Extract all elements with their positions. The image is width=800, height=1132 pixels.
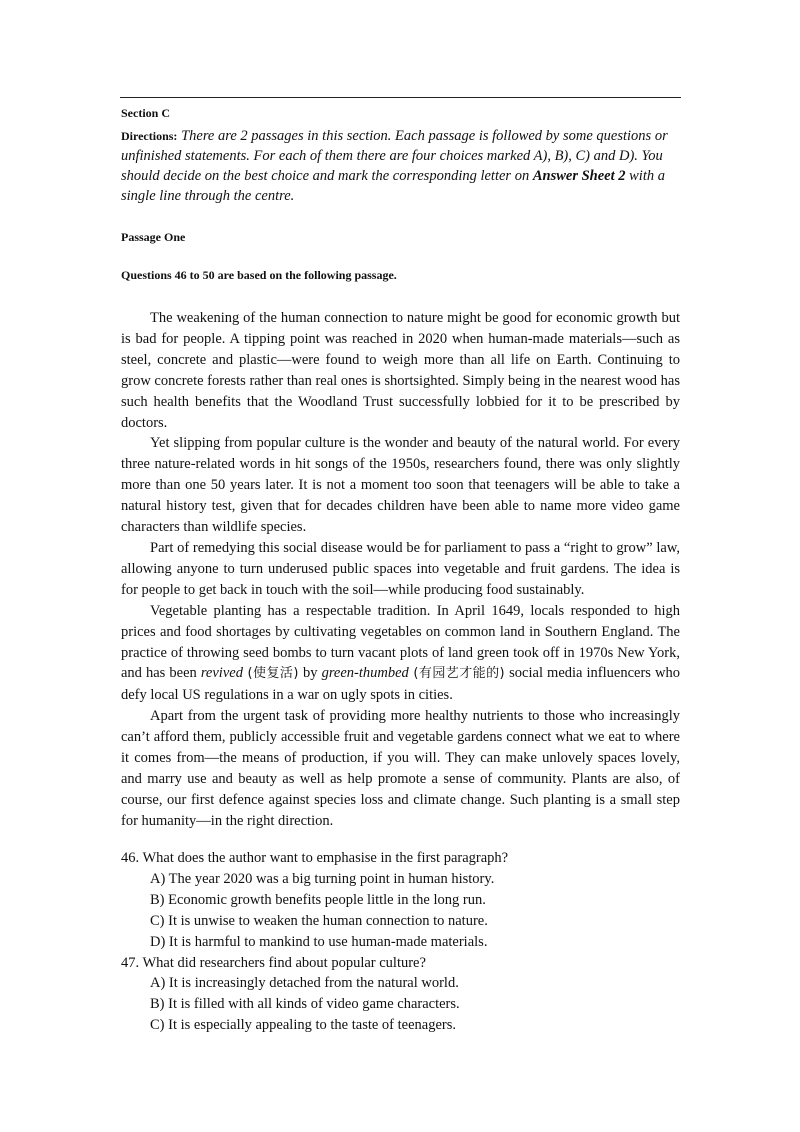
passage-body	[121, 308, 680, 832]
question-46: 46. What does the author want to emphasise in the first paragraph?	[121, 850, 509, 866]
paragraph-4-text-b: social media influencers who defy local US regulations in a war on ugly spots in cities.	[121, 665, 680, 704]
question-47: 47. What did researchers find about popular culture?	[121, 954, 426, 971]
green-thumbed-word: green-thumbed	[321, 665, 409, 682]
answer-sheet-label: Answer Sheet 2	[532, 168, 626, 184]
directions-text-end: with a single line through the centre.	[121, 168, 665, 204]
paragraph-5: Apart from the urgent task of providing more healthy nutrients to those who increasingly can’t afford them, publicly accessible fruit and vegetable gardens connect what we eat to where it comes from—the means of production, if you will. They can make unlovely spaces lovely, and marry use and beauty as well as help promote a sense of community. Plants are also, of course, our first defence against species loss and climate change. Such planting is a small step for humanity—in the right direction.	[121, 708, 680, 829]
directions	[121, 126, 680, 206]
paragraph-1: The weakening of the human connection to nature might be good for economic growth but is bad for people. A tipping point was reached in 2020 when human-made materials—such as steel, concrete and plastic—were found to weigh more than all life on Earth. Continuing to grow concrete forests rather than real ones is shortsighted. Simply being in the nearest wood has such health benefits that the Woodland Trust successfully lobbied for it to be prescribed by doctors.	[121, 310, 680, 431]
passage-title: Passage One	[121, 230, 186, 244]
option-46-d[interactable]: D) It is harmful to mankind to use human-made materials.	[150, 933, 488, 950]
paragraph-4-by: by	[303, 665, 322, 682]
option-47-b[interactable]: B) It is filled with all kinds of video game characters.	[150, 996, 460, 1013]
question-list	[121, 848, 508, 1036]
revived-word: revived	[200, 665, 243, 682]
option-46-b[interactable]: B) Economic growth benefits people little in the long run.	[150, 891, 486, 908]
paragraph-3: Part of remedying this social disease would be for parliament to pass a “right to grow” law, allowing anyone to turn underused public spaces into vegetable and fruit gardens. The idea is for people to get back in touch with the soil—while producing food sustainably.	[121, 539, 680, 598]
questions-note: Questions 46 to 50 are based on the following passage.	[121, 268, 397, 282]
section-title: Section C	[121, 106, 170, 120]
option-47-a[interactable]: A) It is increasingly detached from the natural world.	[150, 975, 459, 992]
gloss-revived: (使复活)	[242, 666, 303, 682]
paragraph-2: Yet slipping from popular culture is the wonder and beauty of the natural world. For every three nature-related words in hit songs of the 1950s, researchers found, there was only slightly more than one 50 years later. It is not a moment too soon that teenagers will be able to take a natural history test, given that for decades children have been able to name more video game characters than wildlife species.	[121, 435, 680, 536]
paragraph-4-text-a: Vegetable planting has a respectable tradition. In April 1649, locals responded to high prices and food shortages by cultivating vegetables on common land in Southern England. The practice of throwing seed bombs to turn vacant plots of land green took off in 1970s New York, and has been	[121, 602, 680, 682]
option-46-a[interactable]: A) The year 2020 was a big turning point in human history.	[150, 870, 495, 887]
directions-label: Directions:	[121, 129, 178, 143]
paragraph-4	[121, 601, 680, 707]
option-47-c[interactable]: C) It is especially appealing to the taste of teenagers.	[150, 1017, 457, 1034]
directions-text: There are 2 passages in this section. Each passage is followed by some questions or unfinished statements. For each of them there are four choices marked A), B), C) and D). You should decide on the best choice and mark the corresponding letter on	[121, 128, 668, 184]
option-46-c[interactable]: C) It is unwise to weaken the human connection to nature.	[150, 912, 488, 929]
gloss-green-thumbed: (有园艺才能的)	[408, 666, 510, 682]
header-rule	[120, 97, 681, 98]
